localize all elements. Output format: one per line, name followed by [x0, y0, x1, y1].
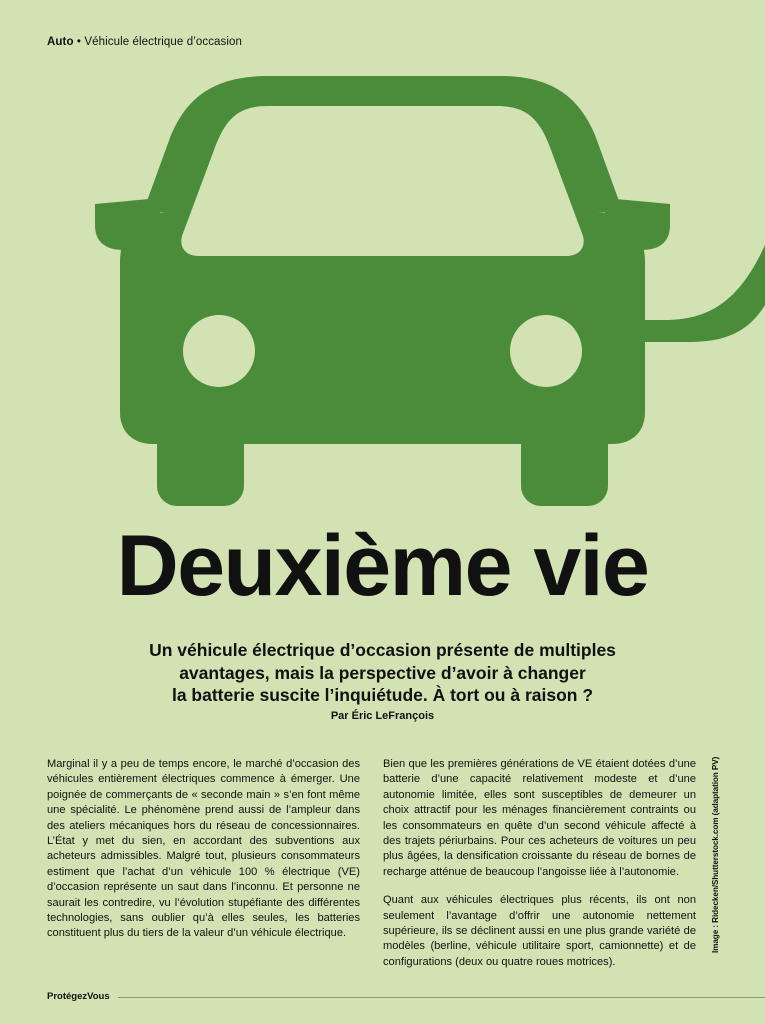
left-wheel — [157, 418, 244, 506]
charging-cable — [640, 245, 765, 342]
deck-line: avantages, mais la perspective d’avoir à changer — [179, 662, 586, 683]
article-deck — [90, 639, 675, 707]
windshield — [181, 106, 583, 256]
body-paragraph: Quant aux véhicules électriques plus récents, ils ont non seulement l’avantage d’offrir une autonomie nettement supérieure, ils se déclinent aussi en une plus grande variété de modèles (berline, véhicule utilitaire sport, camionnette) et de configurations (deux ou quatre roues motrices). — [383, 894, 696, 968]
left-headlight-icon — [183, 315, 255, 387]
article-column-left — [47, 757, 360, 955]
body-paragraph: Marginal il y a peu de temps encore, le marché d’occasion des véhicules entièrement électriques commence à émerger. Une poignée de commerçants de « seconde main » s’en font même une spécialité. Le phénomène prend aussi de l’ampleur dans des ateliers mécaniques hors du réseau de concessionnaires. L’État y met du sien, en accordant des subventions aux acheteurs admissibles. Malgré tout, plusieurs consommateurs estiment que l’achat d’un véhicule 100 % électrique (VE) d’occasion représente un saut dans l’inconnu. Et personne ne saurait les contredire, vu l’évolution stupéfiante des différentes technologies, sans oublier qu’à elles seules, les batteries constituent plus du tiers de la valeur d’un véhicule électrique. — [47, 758, 360, 940]
section-separator: • — [76, 36, 82, 48]
right-wheel — [521, 418, 608, 506]
section-category: Auto — [47, 36, 74, 48]
right-headlight-icon — [510, 315, 582, 387]
byline: Par Éric LeFrançois — [330, 710, 435, 722]
article-column-right — [383, 757, 696, 983]
image-credit: Image : Ridecken/Shutterstock.com (adaptation PV) — [711, 756, 720, 953]
article-title: Deuxième vie — [116, 518, 649, 614]
body-paragraph: Bien que les premières générations de VE étaient dotées d’une batterie d’une capacité relativement modeste et d’une autonomie limitée, elles sont susceptibles de demeurer un choix attractif pour les ménages financièrement contraints ou les consommateurs en quête d’un second véhicule affecté à des trajets périurbains. Pour ces acheteurs de voitures un peu plus âgées, la densification croissante du réseau de bornes de recharge atténue de beaucoup l’angoisse liée à l’autonomie. — [383, 758, 696, 878]
footer-brand: ProtégezVous — [47, 991, 110, 1002]
deck-line: Un véhicule électrique d’occasion présente de multiples — [149, 640, 616, 660]
footer-divider — [118, 997, 765, 998]
deck-line: la batterie suscite l’inquiétude. À tort ou à raison ? — [171, 685, 594, 705]
section-topic: Véhicule électrique d’occasion — [84, 36, 243, 48]
